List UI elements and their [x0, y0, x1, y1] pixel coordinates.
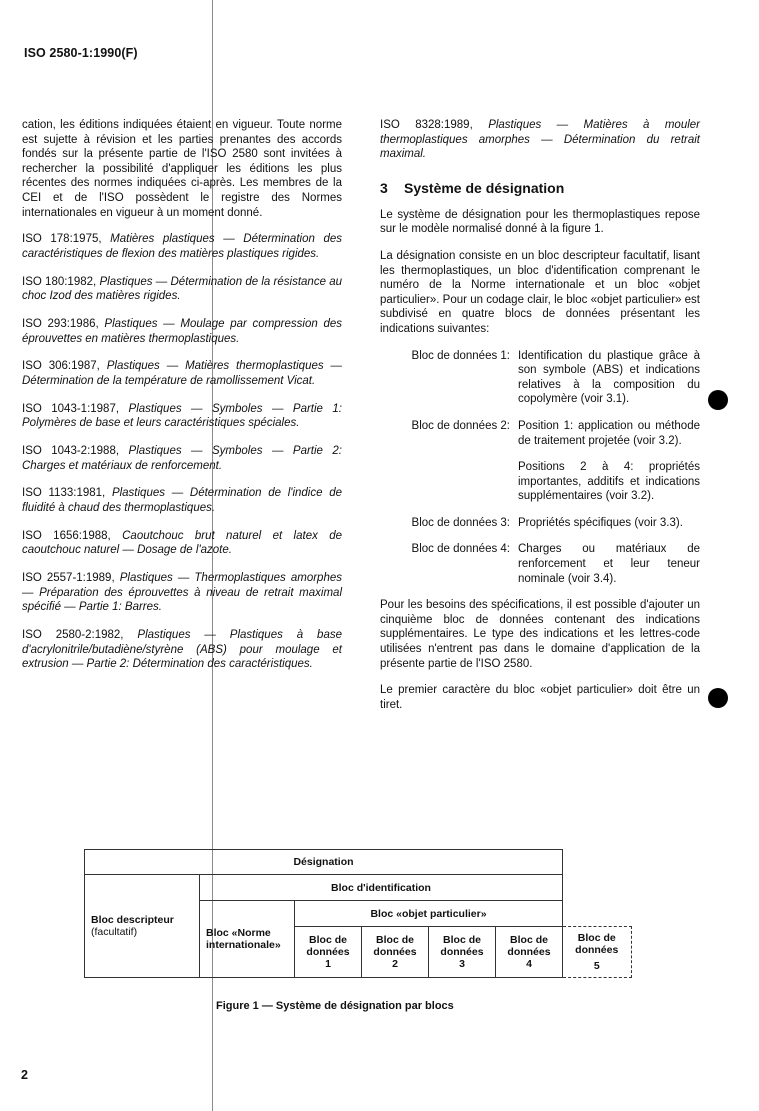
- cell-bloc-norme: Bloc «Norme internationale»: [200, 901, 295, 978]
- reference-item: [22, 529, 342, 558]
- designation-table: [84, 849, 632, 978]
- data-block-description-text: Positions 2 à 4: propriétés importantes, additifs et indications supplémentaires (voir 3.2).: [518, 461, 700, 503]
- paragraph: Le système de désignation pour les thermoplastiques repose sur le modèle normalisé donné à la figure 1.: [380, 208, 700, 236]
- reference-item: [22, 232, 342, 261]
- cell-bloc-descripteur: [85, 875, 200, 978]
- data-block-description-text: Identification du plastique grâce à son symbole (ABS) et indications relatives à la composition du copolymère (voir 3.1).: [518, 349, 700, 406]
- reference-item: [22, 359, 342, 388]
- page-number: 2: [21, 1068, 28, 1082]
- data-block-item: [380, 516, 700, 531]
- reference-item: [380, 118, 700, 162]
- reference-item: [22, 628, 342, 672]
- reference-title: Plastiques — Moulage par compression des éprouvettes en matières thermoplastiques.: [22, 317, 342, 345]
- section-heading: [380, 180, 700, 196]
- cell-bloc-objet: Bloc «objet particulier»: [295, 901, 563, 927]
- left-column: [22, 118, 342, 685]
- data-block-item: [380, 542, 700, 586]
- reference-code: ISO 1656:1988,: [22, 529, 111, 542]
- reference-code: ISO 2557-1:1989,: [22, 572, 115, 585]
- data-block-description-text: Propriétés spécifiques (voir 3.3).: [518, 516, 683, 529]
- reference-title: Plastiques — Matières à mouler thermoplastiques amorphes — Détermination du retrait maximal.: [380, 119, 701, 161]
- margin-bullet-mark: [708, 390, 728, 410]
- paragraph: Pour les besoins des spécifications, il est possible d'ajouter un cinquième bloc de données contenant des indications supplémentaires. Le type des indications et les lettres-code utilisées n'entrent pas dans le domaine d'application de la présente partie de l'ISO 2580.: [380, 599, 700, 670]
- reference-title: Plastiques — Thermoplastiques amorphes — Préparation des éprouvettes à niveau de retrait maximal spécifié — Partie 1: Barres.: [22, 572, 342, 614]
- reference-title: Caoutchouc brut naturel et latex de caoutchouc naturel — Dosage de l'azote.: [22, 529, 342, 557]
- reference-list: [22, 232, 342, 672]
- data-block-description: [518, 542, 700, 586]
- cell-designation: Désignation: [85, 850, 563, 875]
- bloc-descripteur-label: Bloc descripteur: [91, 914, 174, 926]
- reference-code: ISO 2580-2:1982,: [22, 629, 124, 642]
- reference-item: [22, 275, 342, 304]
- cell-data-block-5-optional: Bloc de données 5: [563, 927, 632, 978]
- reference-item: [22, 402, 342, 431]
- cell-data-block-1: Bloc de données 1: [295, 927, 362, 978]
- reference-code: ISO 1133:1981,: [22, 487, 106, 500]
- data-block-term: Bloc de données 4:: [411, 543, 510, 556]
- data-block-description-text: Position 1: application ou méthode de traitement projetée (voir 3.2).: [518, 419, 700, 447]
- reference-code: ISO 178:1975,: [22, 233, 102, 246]
- cell-data-block-2: Bloc de données 2: [362, 927, 429, 978]
- reference-code: ISO 8328:1989,: [380, 119, 473, 131]
- data-block-description: [518, 516, 700, 531]
- reference-title: Plastiques — Plastiques à base d'acrylonitrile/butadiène/styrène (ABS) pour moulage et extrusion — Partie 2: Détermination des caractéristiques.: [22, 629, 342, 671]
- margin-bullet-mark: [708, 688, 728, 708]
- reference-item: [22, 571, 342, 615]
- reference-code: ISO 293:1986,: [22, 317, 99, 330]
- paragraph: Le premier caractère du bloc «objet particulier» doit être un tiret.: [380, 684, 700, 711]
- cell-data-block-3: Bloc de données 3: [429, 927, 496, 978]
- reference-title: Plastiques — Symboles — Partie 1: Polymères de base et leurs caractéristiques spéciales.: [22, 402, 342, 430]
- reference-item: [22, 486, 342, 515]
- data-block-item: [380, 419, 700, 504]
- data-block-description: [518, 349, 700, 407]
- data-block-item: [380, 349, 700, 407]
- data-block-term: Bloc de données 3:: [411, 516, 510, 529]
- reference-code: ISO 180:1982,: [22, 275, 97, 288]
- intro-paragraph: cation, les éditions indiquées étaient en vigueur. Toute norme est sujette à révision et les parties prenantes des accords fondés sur la présente partie de l'ISO 2580 sont invitées à rechercher la possibilité d'appliquer les éditions les plus récentes des normes indiquées ci-après. Les membres de la CEI et de l'ISO possèdent le registre des Normes internationales en vigueur à un moment donné.: [22, 119, 342, 219]
- reference-code: ISO 306:1987,: [22, 360, 100, 373]
- reference-item: [22, 444, 342, 473]
- reference-code: ISO 1043-2:1988,: [22, 445, 120, 458]
- section-title: Système de désignation: [404, 179, 565, 196]
- data-block-description: [518, 419, 700, 504]
- cell-data-block-4: Bloc de données 4: [496, 927, 563, 978]
- data-block-description-text: Charges ou matériaux de renforcement et leur teneur nominale (voir 3.4).: [518, 543, 700, 585]
- paragraph: La désignation consiste en un bloc descripteur facultatif, lisant les thermoplastiques, un bloc d'identification comprenant le numéro de la Norme internationale et un bloc «objet particulier». Pour un codage clair, le bloc «objet particulier» est subdivisé en quatre blocs de données présentant les indications suivantes:: [380, 249, 700, 335]
- cell-bloc-identification: Bloc d'identification: [200, 875, 563, 901]
- data-block-term: Bloc de données 2:: [411, 419, 510, 432]
- reference-code: ISO 1043-1:1987,: [22, 402, 120, 415]
- reference-title: Plastiques — Matières thermoplastiques — Détermination de la température de ramollissement Vicat.: [22, 360, 342, 387]
- reference-title: Plastiques — Détermination de la résistance au choc Izod des matières rigides.: [22, 275, 343, 303]
- reference-item: [22, 317, 342, 346]
- standard-header: ISO 2580-1:1990(F): [24, 46, 138, 60]
- figure-caption: Figure 1 — Système de désignation par blocs: [216, 1000, 454, 1012]
- reference-title: Matières plastiques — Détermination des caractéristiques de flexion des matières plastiques rigides.: [22, 233, 342, 260]
- reference-title: Plastiques — Détermination de l'indice de fluidité à chaud des thermoplastiques.: [22, 487, 342, 514]
- right-column: [380, 118, 700, 724]
- reference-title: Plastiques — Symboles — Partie 2: Charges et matériaux de renforcement.: [22, 445, 342, 472]
- section-number: 3: [380, 179, 388, 196]
- data-block-term: Bloc de données 1:: [411, 349, 510, 362]
- designation-figure: [84, 849, 632, 978]
- facultatif-label: (facultatif): [91, 926, 138, 938]
- data-block-list: [380, 349, 700, 587]
